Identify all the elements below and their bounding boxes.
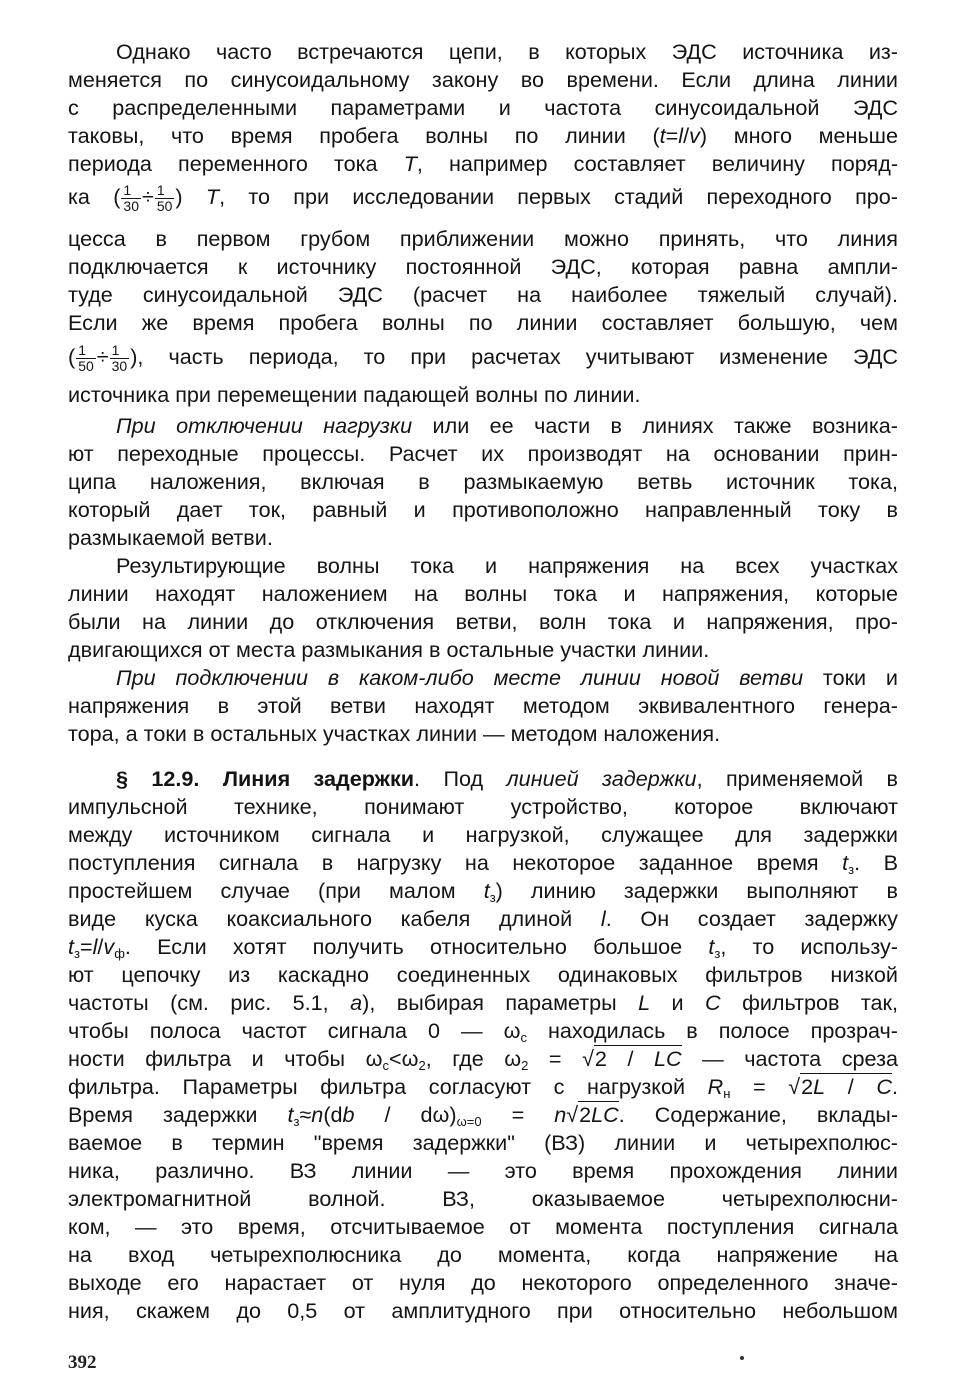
text-line: таковы, что время пробега волны по линии (t=l/v) много меньше [68,123,898,148]
text-line: ком, — это время, отсчитываемое от момента поступления сигнала [68,1214,898,1239]
text-line: ния, скажем до 0,5 от амплитудного при относительно небольшом [68,1298,898,1323]
text-line-formula: ности фильтра и чтобы $\omega_с<\omega_2$, где $\omega_2 = √2$ / LC — частота среза [68,1046,898,1073]
text-line: подключается к источнику постоянной ЭДС, которая равна ампли- [68,254,898,279]
text-line: меняется по синусоидальному закону во времени. Если длина линии [68,67,898,92]
text-line: импульсной технике, понимают устройство, которое включают [68,794,898,819]
text-line: были на линии до отключения ветви, волн тока и напряжения, про- [68,609,898,634]
text-line: тора, а токи в остальных участках линии — методом наложения. [68,721,721,746]
text-line: напряжения в этой ветви находят методом эквивалентного генера- [68,693,898,718]
text-line: цесса в первом грубом приближении можно принять, что линия [68,226,898,251]
text-line: ют цепочку из каскадно соединенных одинаковых фильтров низкой [68,962,898,987]
text-line: размыкаемой ветви. [68,525,273,550]
text-line-formula: фильтра. Параметры фильтра согласуют с нагрузкой $R_н = √2L / C$. [68,1074,898,1101]
fraction: $\frac{1}{50}$ [156,182,173,214]
page-number: 392 [68,1352,97,1373]
text-line: источника при перемещении падающей волны по линии. [68,382,641,407]
text-line: простейшем случае (при малом $t_з$) линию задержки выполняют в [68,878,898,905]
text-line: между источником сигнала и нагрузкой, служащее для задержки [68,822,898,847]
text-line: выходе его нарастает от нуля до некоторого определенного значе- [68,1270,898,1295]
text-line: частоты (см. рис. 5.1, а), выбирая параметры L и C фильтров так, [68,990,898,1015]
text-line-formula: Время задержки $t_з\approx n(db / d\omega)_{\omega=0} = n√2LC$. Содержание, вклады- [68,1102,899,1129]
fraction: $\frac{1}{30}$ [111,342,128,374]
text-line-fraction: ( $\frac{1}{50}$ ÷ $\frac{1}{30}$ ), часть периода, то при расчетах учитывают изменение ЭДС [68,342,898,374]
text-line: ципа наложения, включая в размыкаемую ветвь источник тока, [68,469,898,494]
text-line: туде синусоидальной ЭДС (расчет на наиболее тяжелый случай). [68,282,898,307]
text-line: виде куска коаксиального кабеля длиной l. Он создает задержку [68,906,898,931]
text-line: чтобы полоса частот сигнала 0 — $\omega_с$ находилась в полосе прозрач- [68,1018,898,1045]
text-line: двигающихся от места размыкания в остальные участки линии. [68,637,710,662]
text-line-fraction: ка ( $\frac{1}{30}$ ÷ $\frac{1}{50}$ ) T, то при исследовании первых стадий переходного про- [68,182,898,214]
text-line: Однако часто встречаются цепи, в которых ЭДС источника из- [116,39,898,64]
text-line: При отключении нагрузки или ее части в линиях также возника- [116,413,898,438]
text-line: с распределенными параметрами и частота синусоидальной ЭДС [68,95,898,120]
text-line: который дает ток, равный и противоположно направленный току в [68,497,898,522]
text-line: на вход четырехполюсника до момента, когда напряжение на [68,1242,898,1267]
text-line: поступления сигнала в нагрузку на некоторое заданное время $t_з$. В [68,850,898,877]
print-speck [740,1356,744,1360]
text-line: Результирующие волны тока и напряжения на всех участках [116,553,898,578]
text-line: ваемое в термин "время задержки" (ВЗ) линии и четырехполюс- [68,1130,898,1155]
text-line: ника, различно. ВЗ линии — это время прохождения линии [68,1158,898,1183]
text-line: $t_з=l/v_ф$. Если хотят получить относительно большое $t_з$, то использу- [68,934,898,961]
text-line: Если же время пробега волны по линии составляет большую, чем [68,310,898,335]
text-line: линии находят наложением на волны тока и напряжения, которые [68,581,898,606]
fraction: $\frac{1}{30}$ [123,182,139,214]
text-line: ют переходные процессы. Расчет их производят на основании прин- [68,441,898,466]
section-heading-line: § 12.9. Линия задержки. Под линией задержки, применяемой в [116,766,899,791]
text-line: электромагнитной волной. ВЗ, оказываемое четырехполюсни- [68,1186,898,1211]
fraction: $\frac{1}{50}$ [78,342,94,374]
text-line: При подключении в каком-либо месте линии новой ветви токи и [116,665,898,690]
text-line: периода переменного тока T, например составляет величину поряд- [68,151,899,176]
